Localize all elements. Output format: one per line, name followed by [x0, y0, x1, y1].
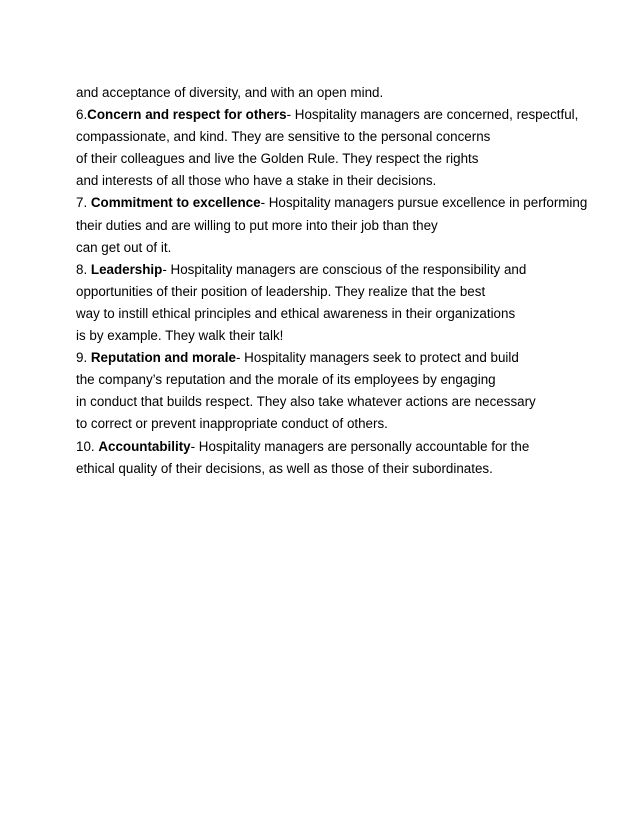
- principle-heading-line: 7. Commitment to excellence- Hospitality managers pursue excellence in performing: [76, 195, 588, 211]
- text-line: the company’s reputation and the morale of its employees by engaging: [76, 372, 496, 388]
- text-line: opportunities of their position of leadership. They realize that the best: [76, 283, 486, 299]
- text-line: is by example. They walk their talk!: [76, 328, 284, 344]
- principle-title: Reputation and morale: [90, 350, 236, 366]
- principle-title: Commitment to excellence: [90, 195, 261, 211]
- principle-title: Leadership: [90, 261, 163, 277]
- principle-heading-line: 8. Leadership- Hospitality managers are conscious of the responsibility and: [76, 261, 527, 277]
- text-line: to correct or prevent inappropriate conduct of others.: [76, 416, 388, 432]
- text-line: in conduct that builds respect. They also take whatever actions are necessary: [76, 394, 536, 410]
- principle-heading-line: 10. Accountability- Hospitality managers are personally accountable for the: [76, 438, 530, 454]
- principle-heading-line: 6.Concern and respect for others- Hospitality managers are concerned, respectful,: [76, 107, 579, 123]
- principle-title: Concern and respect for others: [87, 107, 287, 123]
- principle-heading-line: 9. Reputation and morale- Hospitality managers seek to protect and build: [76, 350, 519, 366]
- text-line: and interests of all those who have a stake in their decisions.: [76, 173, 437, 189]
- text-line: of their colleagues and live the Golden Rule. They respect the rights: [76, 151, 479, 167]
- text-line: ethical quality of their decisions, as well as those of their subordinates.: [76, 460, 493, 476]
- text-line: way to instill ethical principles and ethical awareness in their organizations: [76, 305, 516, 321]
- text-line: their duties and are willing to put more into their job than they: [76, 217, 438, 233]
- text-line: compassionate, and kind. They are sensitive to the personal concerns: [76, 129, 491, 145]
- principle-title: Accountability: [98, 438, 191, 454]
- text-line: and acceptance of diversity, and with an open mind.: [76, 85, 384, 100]
- body-text: [76, 82, 616, 480]
- text-line: can get out of it.: [76, 239, 172, 255]
